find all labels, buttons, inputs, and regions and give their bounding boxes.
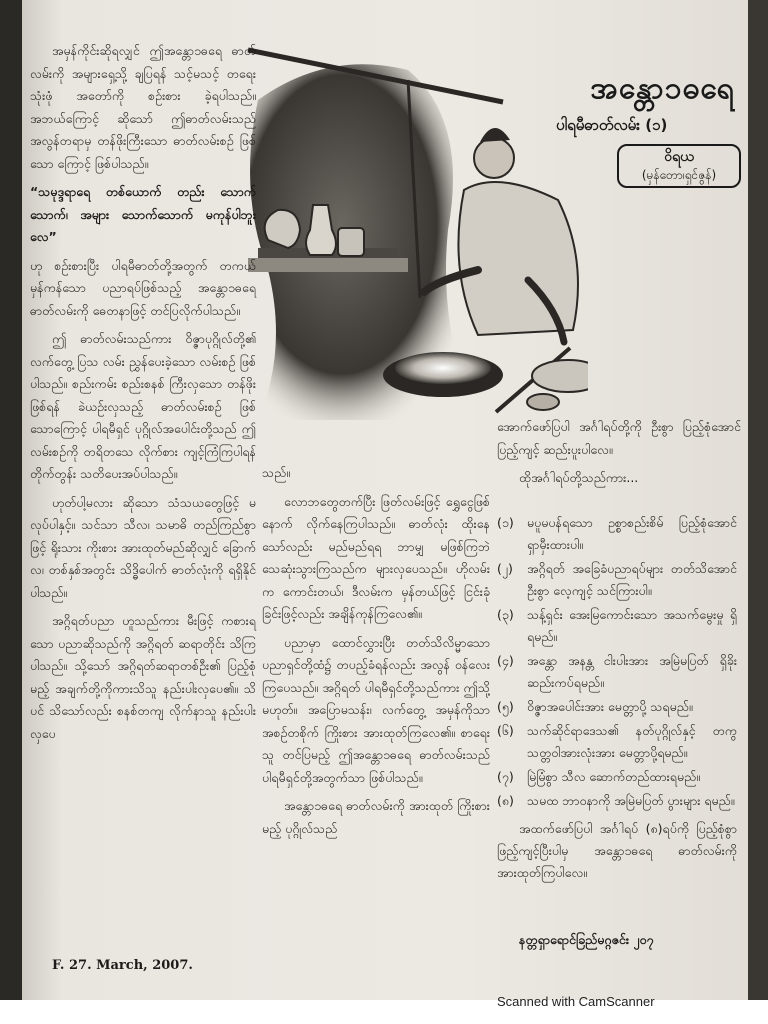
list-text: သက်ဆိုင်ရာဒေသ၏ နတ်ပုဂ္ဂိုလ်နှင့် တကွ သတ္တဝါအားလုံးအား မေတ္တာပို့ရမည်။ xyxy=(527,723,737,760)
pull-quote: “သမုဒ္ဒရာရေ တစ်ယောက် တည်း သောက်သောက်၊ အများ သောက်သောက် မကုန်ပါဘူးလေ” xyxy=(30,184,256,244)
article-subtitle: ပါရမီဓာတ်လမ်း (၁) xyxy=(556,116,668,134)
list-text: မြဲမြံစွာ သီလ ဆောက်တည်ထားရမည်။ xyxy=(527,769,700,784)
list-item xyxy=(497,604,737,648)
paragraph: လောဘတွေတက်ပြီး ဖြတ်လမ်းဖြင့် ရွှေငွေဖြစ်နောက် လိုက်နေကြပါသည်။ ဓာတ်လုံး ထိုးနေသော်လည်း မည်မည်ရရ ဘာမျှ မဖြစ်ကြဘဲ သေဆုံးသွားကြသည်က များလှပေသည်။ ဟိုလမ်းက ကောင်းတယ်၊ ဒီလမ်းက မှန်တယ်ဖြင့် ငြင်းခုံခြင်းဖြင့်လည်း အချိန်ကုန်ကြလေ၏။ xyxy=(262,493,490,621)
paragraph: အန္တော၁ဓရေ ဓာတ်လမ်းကို အားထုတ် ကြိုးစားမည့် ပုဂ္ဂိုလ်သည် xyxy=(262,798,490,836)
paragraph: အထက်ဖော်ပြပါ အင်္ဂါရပ် (၈)ရပ်ကို ပြည့်စုံစွာ ဖြည့်ကျင့်ပြီးပါမှ အန္တော၁ဓရေ ဓာတ်လမ်းကို အားထုတ်ကြပါလေ။ xyxy=(497,821,737,880)
list-text: အန္တော အနန္တ ငါးပါးအား အမြဲမပြတ် ရှိခိုး ဆည်းကပ်ရမည်။ xyxy=(527,653,737,690)
magazine-page xyxy=(22,0,748,1000)
list-item xyxy=(497,558,737,602)
list-item xyxy=(497,650,737,694)
list-text: မပူမပန်ရသော ဥစ္စာစည်းစိမ် ပြည့်စုံအောင် ရှာမှီးထားပါ။ xyxy=(527,515,737,552)
alchemist-illustration xyxy=(228,30,588,430)
issue-date: F. 27. March, 2007. xyxy=(52,958,193,973)
list-item xyxy=(497,696,737,718)
list-text: သန့်ရှင်း အေးမြကောင်းသော အသက်မွေးမှု ရှိရမည်။ xyxy=(527,607,737,644)
list-item xyxy=(497,512,737,556)
list-item xyxy=(497,790,737,812)
paragraph: သည်။ xyxy=(262,465,290,480)
author-role: (မှန်တော၊ရှင်ဇွန်) xyxy=(641,168,717,182)
paragraph: အောက်ဖော်ပြပါ အင်္ဂါရပ်တို့ကို ဦးစွာ ပြည့်စုံအောင် ပြည့်ကျင့် ဆည်းပူးပါလေ။ xyxy=(497,419,741,457)
column-right xyxy=(497,416,741,496)
requirements-list xyxy=(497,512,737,884)
paragraph: ဟုတ်ပါ့မလား ဆိုသော သံသယတွေဖြင့် မလုပ်ပါနှင့်။ သင်သာ သီလ၊ သမာဓိ တည်ကြည်စွာဖြင့် ရိုးသား ကိုးစား အားထုတ်မည်ဆိုလျှင် ခြောက်လ၊ တစ်နှစ်အတွင်း သိဒ္ဓိပေါက် ဓာတ်လုံးကို ရရှိနိုင်ပါသည်။ xyxy=(30,494,256,600)
list-item xyxy=(497,720,737,764)
list-text: ဝိဇ္ဇာအပေါင်းအား မေတ္တာပို့ သရမည်။ xyxy=(527,699,693,714)
list-number: (၂) xyxy=(497,561,513,576)
article-title: အန္တော၁ဓရေ xyxy=(590,71,735,106)
list-number: (၅) xyxy=(497,699,514,714)
paragraph: အဂ္ဂိရတ်ပညာ ဟူသည်ကား မီးဖြင့် ကစားရသော ပညာဆိုသည်ကို အဂ္ဂိရတ် ဆရာတိုင်း သိကြပါသည်။ သို့သော် အဂ္ဂိရတ်ဆရာတစ်ဦး၏ ပြည့်စုံမည့် အချက်တို့ကိုကားသိသူ နည်းပါးလှပေ၏။ သိပင် သိသော်လည်း စနစ်တကျ လိုက်နာသူ နည်းပါးလှပေ xyxy=(30,613,256,741)
paragraph: ဟု စဉ်းစားပြီး ပါရမီဓာတ်တို့အတွက် တကယ် မှန်ကန်သော ပညာရပ်ဖြစ်သည့် အန္တော၁ဓရေ ဓာတ်လမ်းကို ဓေတနာဖြင့် တင်ပြလိုက်ပါသည်။ xyxy=(30,257,256,318)
list-item xyxy=(497,766,737,788)
list-number: (၁) xyxy=(497,515,514,530)
list-text: အဂ္ဂိရတ် အခြေခံပညာရပ်များ တတ်သိအောင် ဦးစွာ လေ့ကျင့် သင်ကြားပါ။ xyxy=(527,561,737,598)
list-text: သမထ ဘာဝနာကို အမြဲမပြတ် ပွားများ ရမည်။ xyxy=(527,793,735,808)
list-number: (၃) xyxy=(497,607,514,622)
scan-edge-left xyxy=(0,0,24,1000)
paragraph: အမှန်ကိုင်းဆိုရလျှင် ဤအန္တော၁ဓရေ ဓာတ်လမ်းကို အများရှေ့သို့ ချပြရန် သင့်မသင့် တရေးသုံးဖုံ အတော်ကို စဉ်းစား ခဲ့ရပါသည်။ အဘယ်ကြောင့် ဆိုသော် ဤဓာတ်လမ်းသည် အလွန်တရာမှ တန်ဖိုးကြီးသော ဓာတ်လမ်းစဉ် ဖြစ်သော ကြောင့် ဖြစ်ပါသည်။ xyxy=(30,43,256,171)
list-number: (၄) xyxy=(497,653,514,668)
column-left xyxy=(30,40,256,751)
author-box xyxy=(617,144,741,188)
list-intro: ထိုအင်္ဂါရပ်တို့သည်ကား... xyxy=(519,470,639,485)
list-number: (၇) xyxy=(497,769,514,784)
list-number: (၈) xyxy=(497,793,514,808)
paragraph: ပညာမှာ ထောင်လွှားပြီး တတ်သိလိမ္မာသော ပညာရှင်တို့ထံ၌ တပည့်ခံရန်လည်း အလွန် ဝန်လေးကြပေသည်။ အဂ္ဂိရတ် ပါရမီရှင်တို့သည်ကား ဤသို့မဟုတ်။ အပြောမသန်း၊ လက်တွေ့ အမှန်ကိုသာ အစဉ်တစိုက် ကြိုးစား အားထုတ်ကြလေ၏။ စာရေးသူ တင်ပြမည့် ဤအန္တော၁ဓရေ ဓာတ်လမ်းသည် ပါရမီရှင်တို့အတွက်သာ ဖြစ်ပါသည်။ xyxy=(262,634,490,785)
column-middle xyxy=(262,462,490,846)
author-name: ဝိရယ xyxy=(664,149,694,165)
magazine-page-number: နတ္တရှာရောင်ခြည်မဂ္ဂဇင်း ၂၀၇ xyxy=(519,932,654,947)
list-number: (၆) xyxy=(497,723,514,738)
scanner-watermark: Scanned with CamScanner xyxy=(497,994,655,1009)
paragraph: ဤ ဓာတ်လမ်းသည်ကား ဝိဇ္ဇာပုဂ္ဂိုလ်တို့၏ လက်တွေ့ ပြသ လမ်း ညွှန်ပေးခဲ့သော လမ်းစဉ် ဖြစ်ပါသည်။ စည်းကမ်း စည်းစနစ် ကြီးလှသော တန်ဖိုးဖြစ်ရန် ခဲယဉ်းလှသည့် ဓာတ်လမ်းစဉ် ဖြစ်သောကြောင့် ပါရမီရှင် ပုဂ္ဂိုလ်အပေါင်းတို့သည် ဤလမ်းစဉ်ကို တရိတသေ လိုက်စား ကျင့်ကြံကြပါရန် တိုက်တွန်း သတိပေးအပ်ပါသည်။ xyxy=(30,331,256,481)
scan-edge-right xyxy=(748,0,768,1000)
